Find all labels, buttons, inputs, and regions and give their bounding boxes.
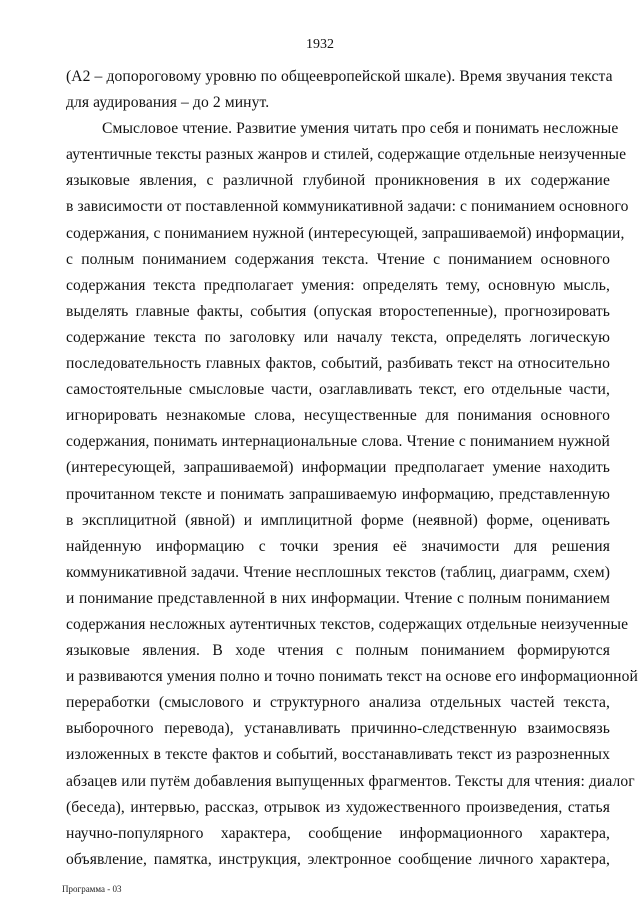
page-number: 1932	[306, 37, 334, 52]
body-text	[66, 64, 638, 873]
text-line: объявление, памятка, инструкция, электронное сообщение личного характера,	[66, 850, 610, 868]
text-line: абзацев или путём добавления выпущенных фрагментов. Тексты для чтения: диалог	[66, 772, 635, 790]
text-line: (беседа), интервью, рассказ, отрывок из художественного произведения, статья	[66, 798, 610, 816]
text-line: найденную информацию с точки зрения её значимости для решения	[66, 537, 610, 555]
text-line: языковые явления. В ходе чтения с полным пониманием формируются	[66, 642, 610, 660]
text-line: содержание текста по заголовку или началу текста, определять логическую	[66, 328, 610, 346]
text-line: Смысловое чтение. Развитие умения читать про себя и понимать несложные	[102, 120, 619, 138]
text-line: научно-популярного характера, сообщение информационного характера,	[66, 824, 610, 842]
text-line: выделять главные факты, события (опуская второстепенные), прогнозировать	[66, 302, 610, 320]
text-line: игнорировать незнакомые слова, несущественные для понимания основного	[66, 407, 610, 425]
text-line: в зависимости от поставленной коммуникативной задачи: с пониманием основного	[66, 198, 629, 216]
text-line: аутентичные тексты разных жанров и стилей, содержащие отдельные неизученные	[66, 146, 627, 164]
text-line: и развиваются умения полно и точно понимать текст на основе его информационной	[66, 668, 638, 686]
text-line: изложенных в тексте фактов и событий, восстанавливать текст из разрозненных	[66, 746, 610, 764]
text-line: прочитанном тексте и понимать запрашиваемую информацию, представленную	[66, 485, 610, 503]
text-line: содержания несложных аутентичных текстов, содержащих отдельные неизученные	[66, 615, 629, 633]
text-line: содержания текста предполагает умения: определять тему, основную мысль,	[66, 276, 610, 294]
text-line: выборочного перевода), устанавливать причинно-следственную взаимосвязь	[66, 720, 610, 738]
footer-label: Программа - 03	[62, 884, 122, 894]
text-line: для аудирования – до 2 минут.	[66, 94, 270, 112]
text-line: (интересующей, запрашиваемой) информации предполагает умение находить	[66, 459, 610, 477]
text-line: содержания, понимать интернациональные слова. Чтение с пониманием нужной	[66, 433, 610, 451]
text-line: с полным пониманием содержания текста. Чтение с пониманием основного	[66, 250, 610, 268]
text-line: переработки (смыслового и структурного анализа отдельных частей текста,	[66, 694, 610, 712]
text-line: самостоятельные смысловые части, озаглавливать текст, его отдельные части,	[66, 381, 610, 399]
text-line: и понимание представленной в них информации. Чтение с полным пониманием	[66, 589, 610, 607]
text-line: последовательность главных фактов, событий, разбивать текст на относительно	[66, 355, 610, 373]
text-line: содержания, с пониманием нужной (интересующей, запрашиваемой) информации,	[66, 224, 625, 242]
text-line: в эксплицитной (явной) и имплицитной форме (неявной) форме, оценивать	[66, 511, 610, 529]
text-line: (А2 – допороговому уровню по общеевропейской шкале). Время звучания текста	[66, 68, 613, 85]
text-line: языковые явления, с различной глубиной проникновения в их содержание	[66, 172, 610, 190]
text-line: коммуникативной задачи. Чтение несплошных текстов (таблиц, диаграмм, схем)	[66, 563, 610, 581]
